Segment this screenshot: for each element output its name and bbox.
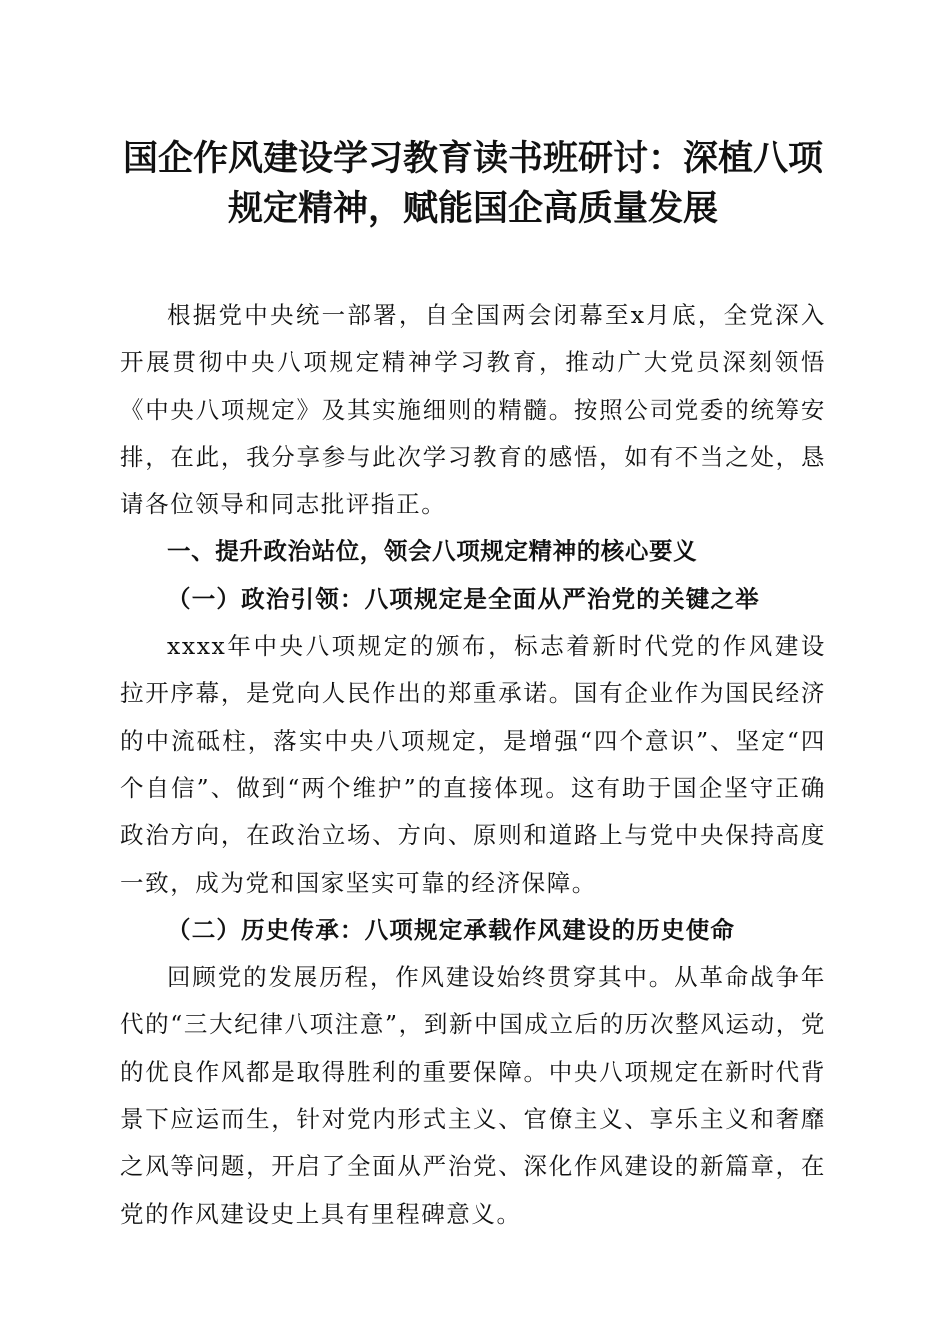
section-1-heading: 一、提升政治站位，领会八项规定精神的核心要义 bbox=[167, 537, 698, 566]
subsection-1-paragraph: xxxx年中央八项规定的颁布，标志着新时代党的作风建设拉开序幕，是党向人民作出的郑重承诺。国有企业作为国民经济的中流砥柱，落实中央八项规定，是增强“四个意识”、坚定“四个自信”、做到“两个维护”的直接体现。这有助于国企坚守正确政治方向，在政治立场、方向、原则和道路上与党中央保持高度一致，成为党和国家坚实可靠的经济保障。 bbox=[120, 632, 826, 897]
subsection-2-paragraph: 回顾党的发展历程，作风建设始终贯穿其中。从革命战争年代的“三大纪律八项注意”，到新中国成立后的历次整风运动，党的优良作风都是取得胜利的重要保障。中央八项规定在新时代背景下应运而生，针对党内形式主义、官僚主义、享乐主义和奢靡之风等问题，开启了全面从严治党、深化作风建设的新篇章，在党的作风建设史上具有里程碑意义。 bbox=[120, 963, 826, 1228]
title-line-1: 国企作风建设学习教育读书班研讨：深植八项 bbox=[122, 138, 823, 179]
document-body bbox=[120, 292, 826, 1238]
subsection-2-heading: （二）历史传承：八项规定承载作风建设的历史使命 bbox=[167, 915, 736, 944]
document-title bbox=[120, 134, 826, 234]
subsection-1-heading: （一）政治引领：八项规定是全面从严治党的关键之举 bbox=[167, 584, 760, 613]
title-line-2: 规定精神，赋能国企高质量发展 bbox=[227, 188, 718, 229]
intro-paragraph: 根据党中央统一部署，自全国两会闭幕至x月底，全党深入开展贯彻中央八项规定精神学习教育，推动广大党员深刻领悟《中央八项规定》及其实施细则的精髓。按照公司党委的统筹安排，在此，我分享参与此次学习教育的感悟，如有不当之处，恳请各位领导和同志批评指正。 bbox=[120, 301, 826, 519]
